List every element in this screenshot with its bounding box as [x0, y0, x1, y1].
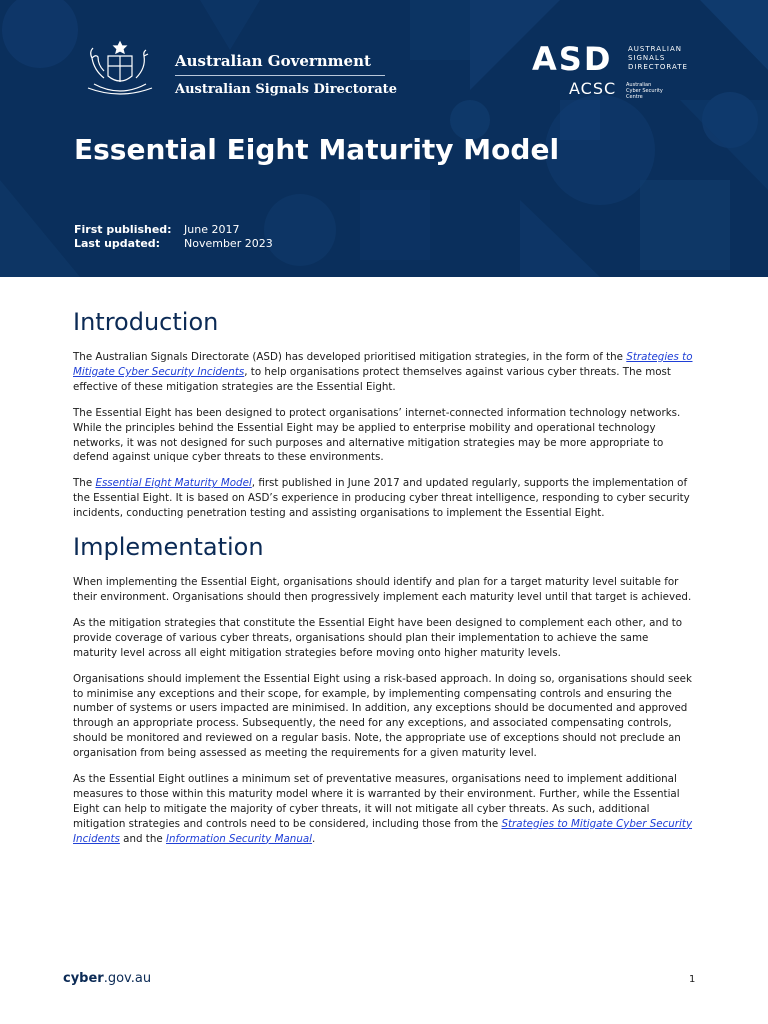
introduction-paragraph-1: [73, 350, 695, 395]
acsc-logo-line-1: Australian: [626, 82, 652, 88]
introduction-section: [73, 308, 695, 521]
page-number: 1: [689, 974, 696, 985]
introduction-paragraph-2: The Essential Eight has been designed to protect organisations’ internet-connected information technology networks. While the principles behind the Essential Eight may be applied to enterprise mobility and operational technology networks, it was not designed for such purposes and alternative mitigation strategies may be more appropriate to defend against unique cyber threats to these environments.: [73, 406, 681, 464]
document-title: Essential Eight Maturity Model: [74, 133, 560, 166]
implementation-paragraph-2: As the mitigation strategies that constitute the Essential Eight have been designed to complement each other, and to provide coverage of various cyber threats, organisations should plan their implementation to achieve the same maturity level across all eight mitigation strategies before moving onto higher maturity levels.: [73, 616, 683, 659]
asd-logo-line-1: AUSTRALIAN: [628, 45, 682, 53]
ism-link[interactable]: Information Security Manual: [165, 832, 313, 845]
first-published-label: First published:: [74, 223, 172, 236]
text-span: , first published in June 2017 and updated regularly, supports the implementation of the Essential Eight. It is based on ASD’s experience in producing cyber threat intelligence, responding to cyber security incidents, conducting penetration testing and assisting organisations to implement the Essential Eight.: [73, 477, 690, 520]
introduction-paragraph-3: [73, 476, 695, 521]
document-body: [73, 296, 695, 858]
coat-of-arms-logo: [74, 38, 166, 100]
implementation-paragraph-1: When implementing the Essential Eight, organisations should identify and plan for a target maturity level suitable for their environment. Organisations should then progressively implement each maturity level until that target is achieved.: [73, 576, 692, 603]
acsc-logo-mark: ACSC: [569, 79, 617, 98]
agency-name: Australian Signals Directorate: [175, 82, 397, 97]
government-name: Australian Government: [175, 52, 371, 70]
implementation-paragraph-4: [73, 772, 695, 847]
maturity-model-link[interactable]: Essential Eight Maturity Model: [95, 477, 252, 490]
government-divider: [175, 75, 385, 76]
text-span: , to help organisations protect themselves against various cyber threats. The most effective of these mitigation strategies are the Essential Eight.: [73, 365, 671, 393]
text-span: The Australian Signals Directorate (ASD) has developed prioritised mitigation strategies, in the form of the: [73, 351, 627, 363]
strategies-link[interactable]: Strategies to Mitigate Cyber Security Incidents: [73, 351, 693, 378]
asd-logo-line-2: SIGNALS: [628, 54, 666, 62]
footer-domain: [63, 971, 151, 986]
last-updated-label: Last updated:: [74, 237, 161, 250]
first-published-value: June 2017: [184, 223, 240, 236]
text-span: As the Essential Eight outlines a minimum set of preventative measures, organisations need to implement additional measures to those within this maturity model where it is warranted by their environment. Further, while the Essential Eight can help to mitigate the majority of cyber threats, it will not mitigate all cyber threats. As such, additional mitigation strategies and controls need to be considered, including those from the: [73, 773, 680, 830]
asd-logo-mark: ASD: [532, 40, 613, 78]
asd-logo-line-3: DIRECTORATE: [628, 63, 688, 71]
acsc-logo-line-3: Centre: [626, 94, 643, 100]
text-span: The: [73, 477, 96, 490]
footer-domain-rest: .gov.au: [103, 971, 152, 986]
footer-domain-bold: cyber: [63, 971, 104, 986]
implementation-heading: Implementation: [73, 533, 264, 562]
implementation-paragraph-3: Organisations should implement the Essential Eight using a risk-based approach. In doing so, organisations should seek to minimise any exceptions and their scope, for example, by implementing compensating controls and ensuring the number of systems or users impacted are minimised. In addition, any exceptions should be documented and approved through an appropriate process. Subsequently, the need for any exceptions, and associated compensating controls, should be monitored and reviewed on a regular basis. Note, the appropriate use of exceptions should not preclude an organisation from being assessed as meeting the requirements for a given maturity level.: [73, 672, 692, 760]
implementation-section: [73, 533, 695, 847]
last-updated-value: November 2023: [184, 237, 273, 250]
strategies-link-2[interactable]: Strategies to Mitigate Cyber Security Incidents: [73, 817, 693, 845]
document-banner: [0, 0, 768, 277]
text-span: .: [312, 832, 316, 845]
acsc-logo-line-2: Cyber Security: [626, 88, 663, 94]
text-span: and the: [119, 832, 166, 845]
introduction-heading: Introduction: [73, 308, 219, 336]
